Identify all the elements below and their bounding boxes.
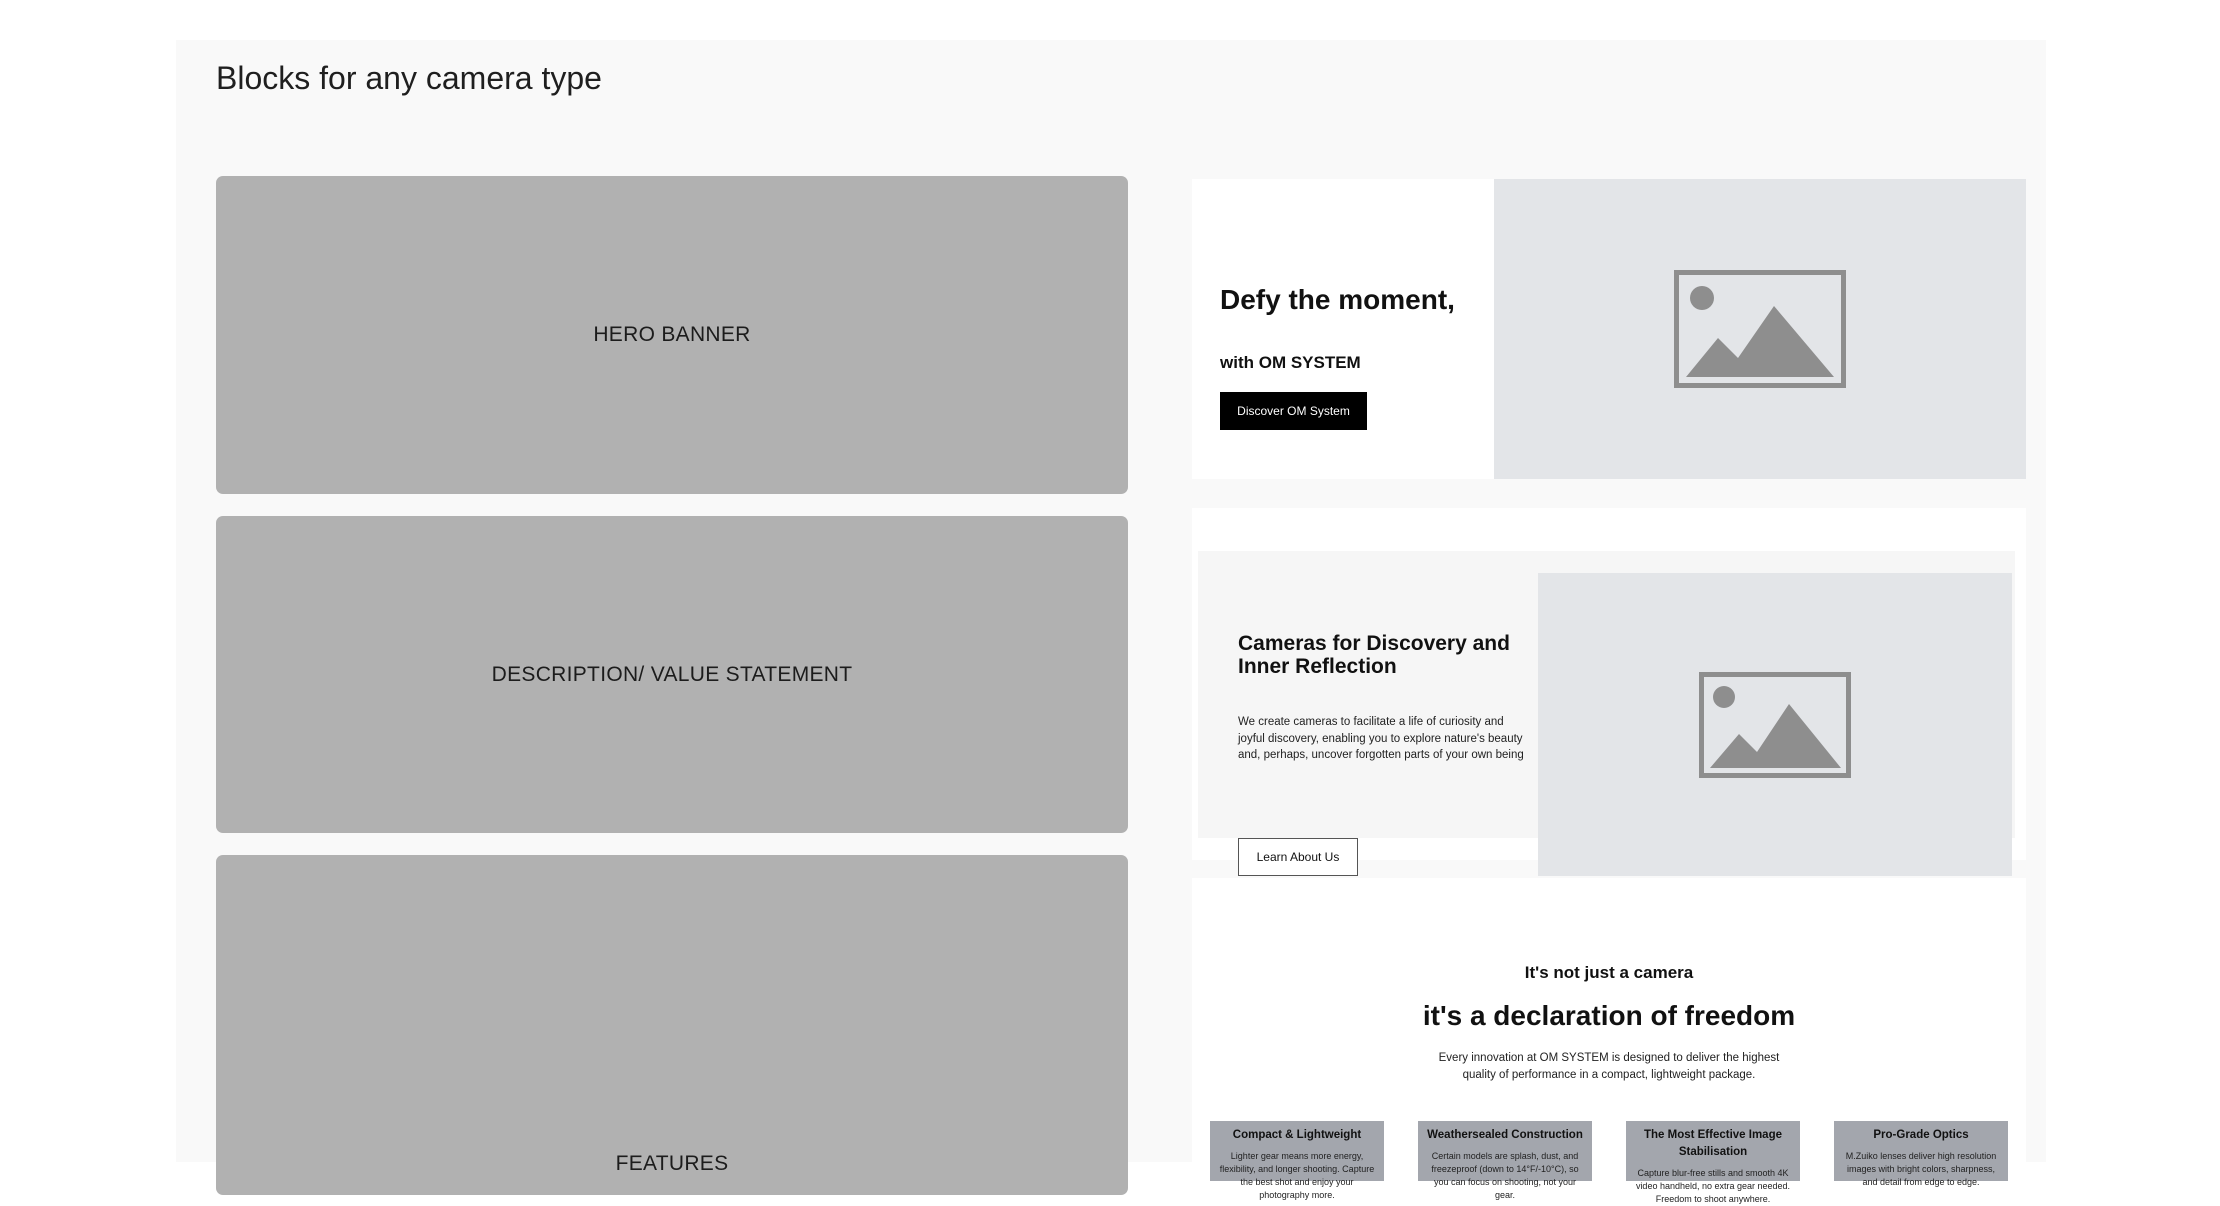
description-body: We create cameras to facilitate a life of curiosity and joyful discovery, enabling you to explore nature's beauty and, perhaps, uncover forgotten parts of your own being	[1238, 716, 1524, 761]
feature-card-title: The Most Effective Image Stabilisation	[1643, 1129, 1783, 1158]
hero-subtitle: with OM SYSTEM	[1220, 353, 1361, 372]
description-label: DESCRIPTION/ VALUE STATEMENT	[491, 662, 853, 686]
features-label: FEATURES	[615, 1152, 729, 1175]
hero-preview	[1192, 179, 2026, 479]
feature-card-title: Compact & Lightweight	[1232, 1129, 1362, 1141]
feature-card	[1626, 1121, 1800, 1204]
description-preview	[1192, 508, 2026, 864]
feature-card-text: Lighter gear means more energy, flexibility, and longer shooting. Capture the best shot and enjoy your photography more.	[1219, 1151, 1375, 1200]
features-title: it's a declaration of freedom	[1422, 1000, 1796, 1031]
feature-card-title: Weathersealed Construction	[1427, 1129, 1583, 1141]
image-placeholder-icon	[1699, 672, 1851, 778]
description-title: Cameras for Discovery and Inner Reflection	[1238, 632, 1510, 678]
description-panel	[1198, 551, 2015, 864]
hero-banner-label: HERO BANNER	[593, 323, 751, 346]
hero-title: Defy the moment,	[1220, 284, 1455, 315]
learn-about-us-button[interactable]: Learn About Us	[1238, 838, 1358, 876]
description-image-placeholder	[1538, 573, 2012, 876]
features-eyebrow: It's not just a camera	[1524, 963, 1694, 982]
feature-card-text: Capture blur-free stills and smooth 4K video handheld, no extra gear needed. Freedom to shoot anywhere.	[1635, 1168, 1791, 1204]
hero-banner-block[interactable]	[216, 176, 1128, 494]
hero-image-placeholder	[1494, 179, 2026, 479]
feature-card	[1210, 1121, 1384, 1200]
feature-card	[1418, 1121, 1592, 1200]
features-block[interactable]	[216, 855, 1128, 1195]
features-body: Every innovation at OM SYSTEM is designed to deliver the highest quality of performance in a compact, lightweight package.	[1438, 1052, 1780, 1081]
feature-card-title: Pro-Grade Optics	[1873, 1129, 1969, 1141]
feature-card	[1834, 1121, 2008, 1187]
page-title: Blocks for any camera type	[216, 60, 602, 96]
discover-om-system-button[interactable]: Discover OM System	[1220, 392, 1367, 430]
image-placeholder-icon	[1674, 270, 1846, 388]
blocks-frame	[176, 40, 2046, 1204]
description-block[interactable]	[216, 516, 1128, 833]
feature-card-text: Certain models are splash, dust, and freezeproof (down to 14°F/-10°C), so you can focus on shooting, not your gear.	[1431, 1151, 1579, 1200]
features-preview	[1192, 878, 2026, 1204]
feature-card-text: M.Zuiko lenses deliver high resolution images with bright colors, sharpness, and detail from edge to edge.	[1845, 1151, 1997, 1187]
